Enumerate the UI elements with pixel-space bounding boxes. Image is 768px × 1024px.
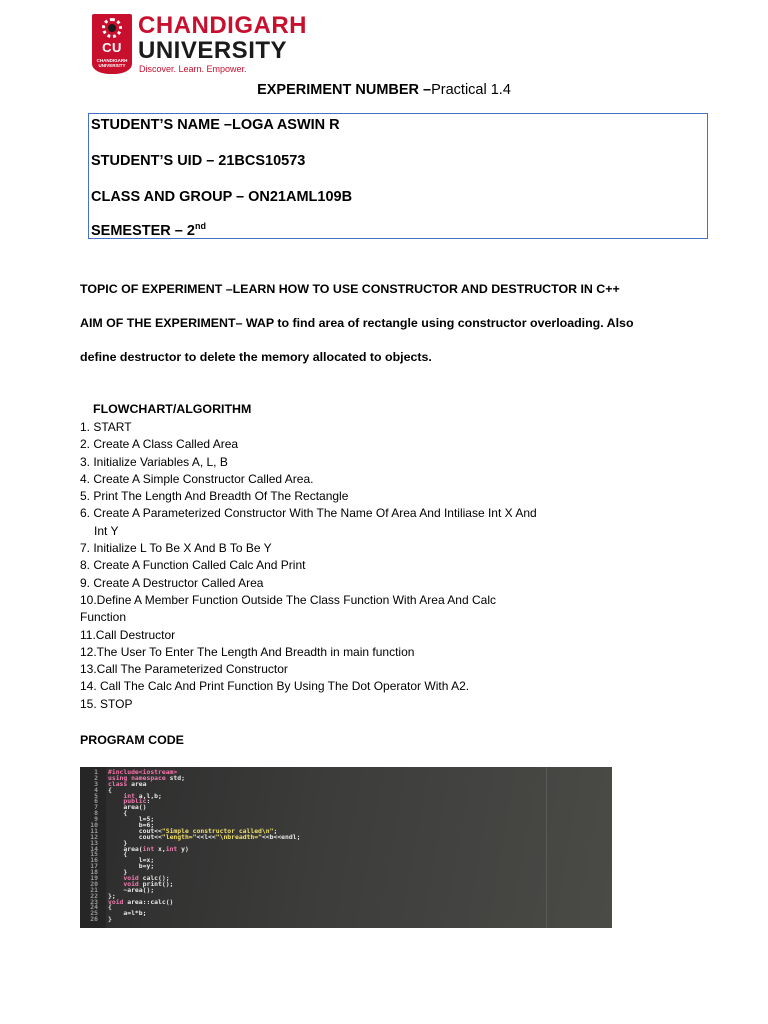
code-token: l=x; xyxy=(108,856,155,865)
code-line-number: 2 xyxy=(94,773,98,782)
code-token: } xyxy=(108,838,128,847)
topic-of-experiment: TOPIC OF EXPERIMENT –LEARN HOW TO USE CONSTRUCTOR AND DESTRUCTOR IN C++ xyxy=(80,282,620,296)
algorithm-step xyxy=(80,696,640,713)
code-token: <<l<< xyxy=(196,832,216,841)
algorithm-step-text: 11.Call Destructor xyxy=(80,627,176,642)
code-token: ; xyxy=(273,826,278,835)
code-token: class xyxy=(108,779,128,788)
algorithm-step-text: 13.Call The Parameterized Constructor xyxy=(80,662,288,677)
algorithm-step xyxy=(80,661,640,678)
code-line-number: 22 xyxy=(90,891,98,900)
code-token: y) xyxy=(177,844,189,853)
emblem-initials: CU xyxy=(102,40,122,55)
code-line-number: 3 xyxy=(94,779,98,788)
code-line-number: 21 xyxy=(90,885,98,894)
algorithm-step-text: 5. Print The Length And Breadth Of The Rectangle xyxy=(80,489,349,504)
algorithm-step-text: 10.Define A Member Function Outside The Class Function With Area And Calc xyxy=(80,592,496,607)
code-line-number: 26 xyxy=(90,915,98,924)
code-token: <<b<<endl; xyxy=(261,832,301,841)
student-info-box xyxy=(88,113,708,239)
code-line-number: 25 xyxy=(90,909,98,918)
code-token: int xyxy=(142,844,155,853)
code-token: void xyxy=(123,879,139,888)
code-token: #include<iostream> xyxy=(108,768,178,776)
code-token: b=6; xyxy=(108,821,155,830)
algorithm-step-text: 9. Create A Destructor Called Area xyxy=(80,575,264,590)
code-line-number: 9 xyxy=(94,815,98,824)
code-token: void xyxy=(108,897,124,906)
code-line-number: 15 xyxy=(90,850,98,859)
code-token: : xyxy=(146,797,151,806)
code-token: int xyxy=(165,844,178,853)
code-token: "length=" xyxy=(161,832,197,841)
algorithm-step xyxy=(80,419,640,436)
code-line-number: 6 xyxy=(94,797,98,806)
code-token: area( xyxy=(108,844,143,853)
algorithm-step-text: 12.The User To Enter The Length And Breadth in main function xyxy=(80,644,415,659)
emblem-caption: CHANDIGARH UNIVERSITY xyxy=(96,58,128,68)
code-token: area xyxy=(127,779,147,788)
code-line-number: 5 xyxy=(94,791,98,800)
algorithm-step-text: 7. Initialize L To Be X And B To Be Y xyxy=(80,541,272,556)
code-token: { xyxy=(108,809,128,818)
algorithm-step xyxy=(80,592,640,609)
code-line-number: 10 xyxy=(90,821,98,830)
logo-tagline: Discover. Learn. Empower. xyxy=(139,64,247,74)
algorithm-step xyxy=(80,627,640,644)
code-token: public xyxy=(123,797,147,806)
algorithm-step xyxy=(80,644,640,661)
code-token: { xyxy=(108,785,112,794)
logo-name-line1: CHANDIGARH xyxy=(138,12,307,39)
program-code-title: PROGRAM CODE xyxy=(80,733,184,747)
code-token: } xyxy=(108,915,112,924)
code-token: a=l*b; xyxy=(108,909,147,918)
code-token: void xyxy=(123,874,139,883)
code-line-number: 16 xyxy=(90,856,98,865)
code-token: ~area(); xyxy=(108,885,155,894)
code-line-number: 1 xyxy=(94,768,98,776)
code-line-number: 12 xyxy=(90,832,98,841)
code-line-number: 17 xyxy=(90,862,98,871)
algorithm-step-text: 15. STOP xyxy=(80,696,133,711)
class-and-group: CLASS AND GROUP – ON21AML109B xyxy=(91,189,353,205)
code-token: int xyxy=(123,791,135,800)
code-token: { xyxy=(108,903,112,912)
code-line-number: 20 xyxy=(90,879,98,888)
code-token: using namespace xyxy=(108,773,166,782)
semester-suffix: nd xyxy=(194,221,206,231)
code-token: x, xyxy=(154,844,166,853)
heading-main: EXPERIMENT NUMBER – xyxy=(257,82,432,98)
student-name: STUDENT’S NAME –LOGA ASWIN R xyxy=(91,117,340,133)
code-token: area::calc() xyxy=(123,897,174,906)
code-line-number: 7 xyxy=(94,803,98,812)
editor-margin-line xyxy=(546,767,547,928)
code-token: l=5; xyxy=(108,815,155,824)
algorithm-step-continuation: Int Y xyxy=(94,523,119,538)
algorithm-step xyxy=(80,505,640,540)
gear-core xyxy=(108,24,116,32)
algorithm-step xyxy=(80,488,640,505)
algorithm-step xyxy=(80,471,640,488)
algorithm-step-text: 14. Call The Calc And Print Function By Using The Dot Operator With A2. xyxy=(80,679,470,694)
code-line-number: 13 xyxy=(90,838,98,847)
algorithm-step xyxy=(80,575,640,592)
code-token: "Simple constructor called\n" xyxy=(161,826,274,835)
code-token: { xyxy=(108,850,128,859)
semester xyxy=(91,221,206,239)
code-line-number: 8 xyxy=(94,809,98,818)
code-line-number: 14 xyxy=(90,844,98,853)
logo-emblem xyxy=(92,14,132,74)
algorithm-step xyxy=(80,609,640,626)
code-token: cout<< xyxy=(108,832,162,841)
code-token: a,l,b; xyxy=(134,791,162,800)
code-token: } xyxy=(108,868,128,877)
code-line-number: 4 xyxy=(94,785,98,794)
algorithm-step-text: 6. Create A Parameterized Constructor With The Name Of Area And Intiliase Int X And xyxy=(80,506,537,521)
algorithm-step xyxy=(80,454,640,471)
aim-line-1: AIM OF THE EXPERIMENT– WAP to find area of rectangle using constructor overloading. Also xyxy=(80,316,634,330)
code-lines xyxy=(80,770,300,923)
code-line-number: 23 xyxy=(90,897,98,906)
code-token: calc(); xyxy=(138,874,170,883)
code-token: area() xyxy=(108,803,147,812)
algorithm-step-text: 4. Create A Simple Constructor Called Area. xyxy=(80,471,314,486)
code-token: std; xyxy=(165,773,185,782)
heading-sub: Practical 1.4 xyxy=(431,82,511,98)
algorithm-list xyxy=(80,419,640,713)
code-token: print(); xyxy=(138,879,174,888)
aim-line-2: define destructor to delete the memory allocated to objects. xyxy=(80,350,432,364)
algorithm-step xyxy=(80,436,640,453)
algorithm-step-text: 8. Create A Function Called Calc And Print xyxy=(80,558,306,573)
code-line-number: 24 xyxy=(90,903,98,912)
code-line-number: 18 xyxy=(90,868,98,877)
experiment-heading xyxy=(0,82,768,98)
algorithm-step-text: 1. START xyxy=(80,420,132,434)
code-screenshot xyxy=(80,767,612,928)
logo-name-line2: UNIVERSITY xyxy=(138,37,288,64)
algorithm-step-text: 3. Initialize Variables A, L, B xyxy=(80,454,228,469)
algorithm-step-text: 2. Create A Class Called Area xyxy=(80,437,239,452)
student-uid: STUDENT’S UID – 21BCS10573 xyxy=(91,153,306,169)
flowchart-title: FLOWCHART/ALGORITHM xyxy=(93,402,252,416)
code-token: }; xyxy=(108,891,116,900)
algorithm-step xyxy=(80,678,640,695)
algorithm-step-text: Function xyxy=(80,610,127,625)
university-logo xyxy=(92,12,307,76)
algorithm-step xyxy=(80,540,640,557)
code-token: cout<< xyxy=(108,826,162,835)
code-line-number: 19 xyxy=(90,874,98,883)
algorithm-step xyxy=(80,557,640,574)
semester-text: SEMESTER – 2 xyxy=(91,223,195,239)
code-line xyxy=(80,917,300,923)
code-line-number: 11 xyxy=(90,826,98,835)
code-token: "\nbreadth=" xyxy=(215,832,262,841)
code-token: b=y; xyxy=(108,862,155,871)
